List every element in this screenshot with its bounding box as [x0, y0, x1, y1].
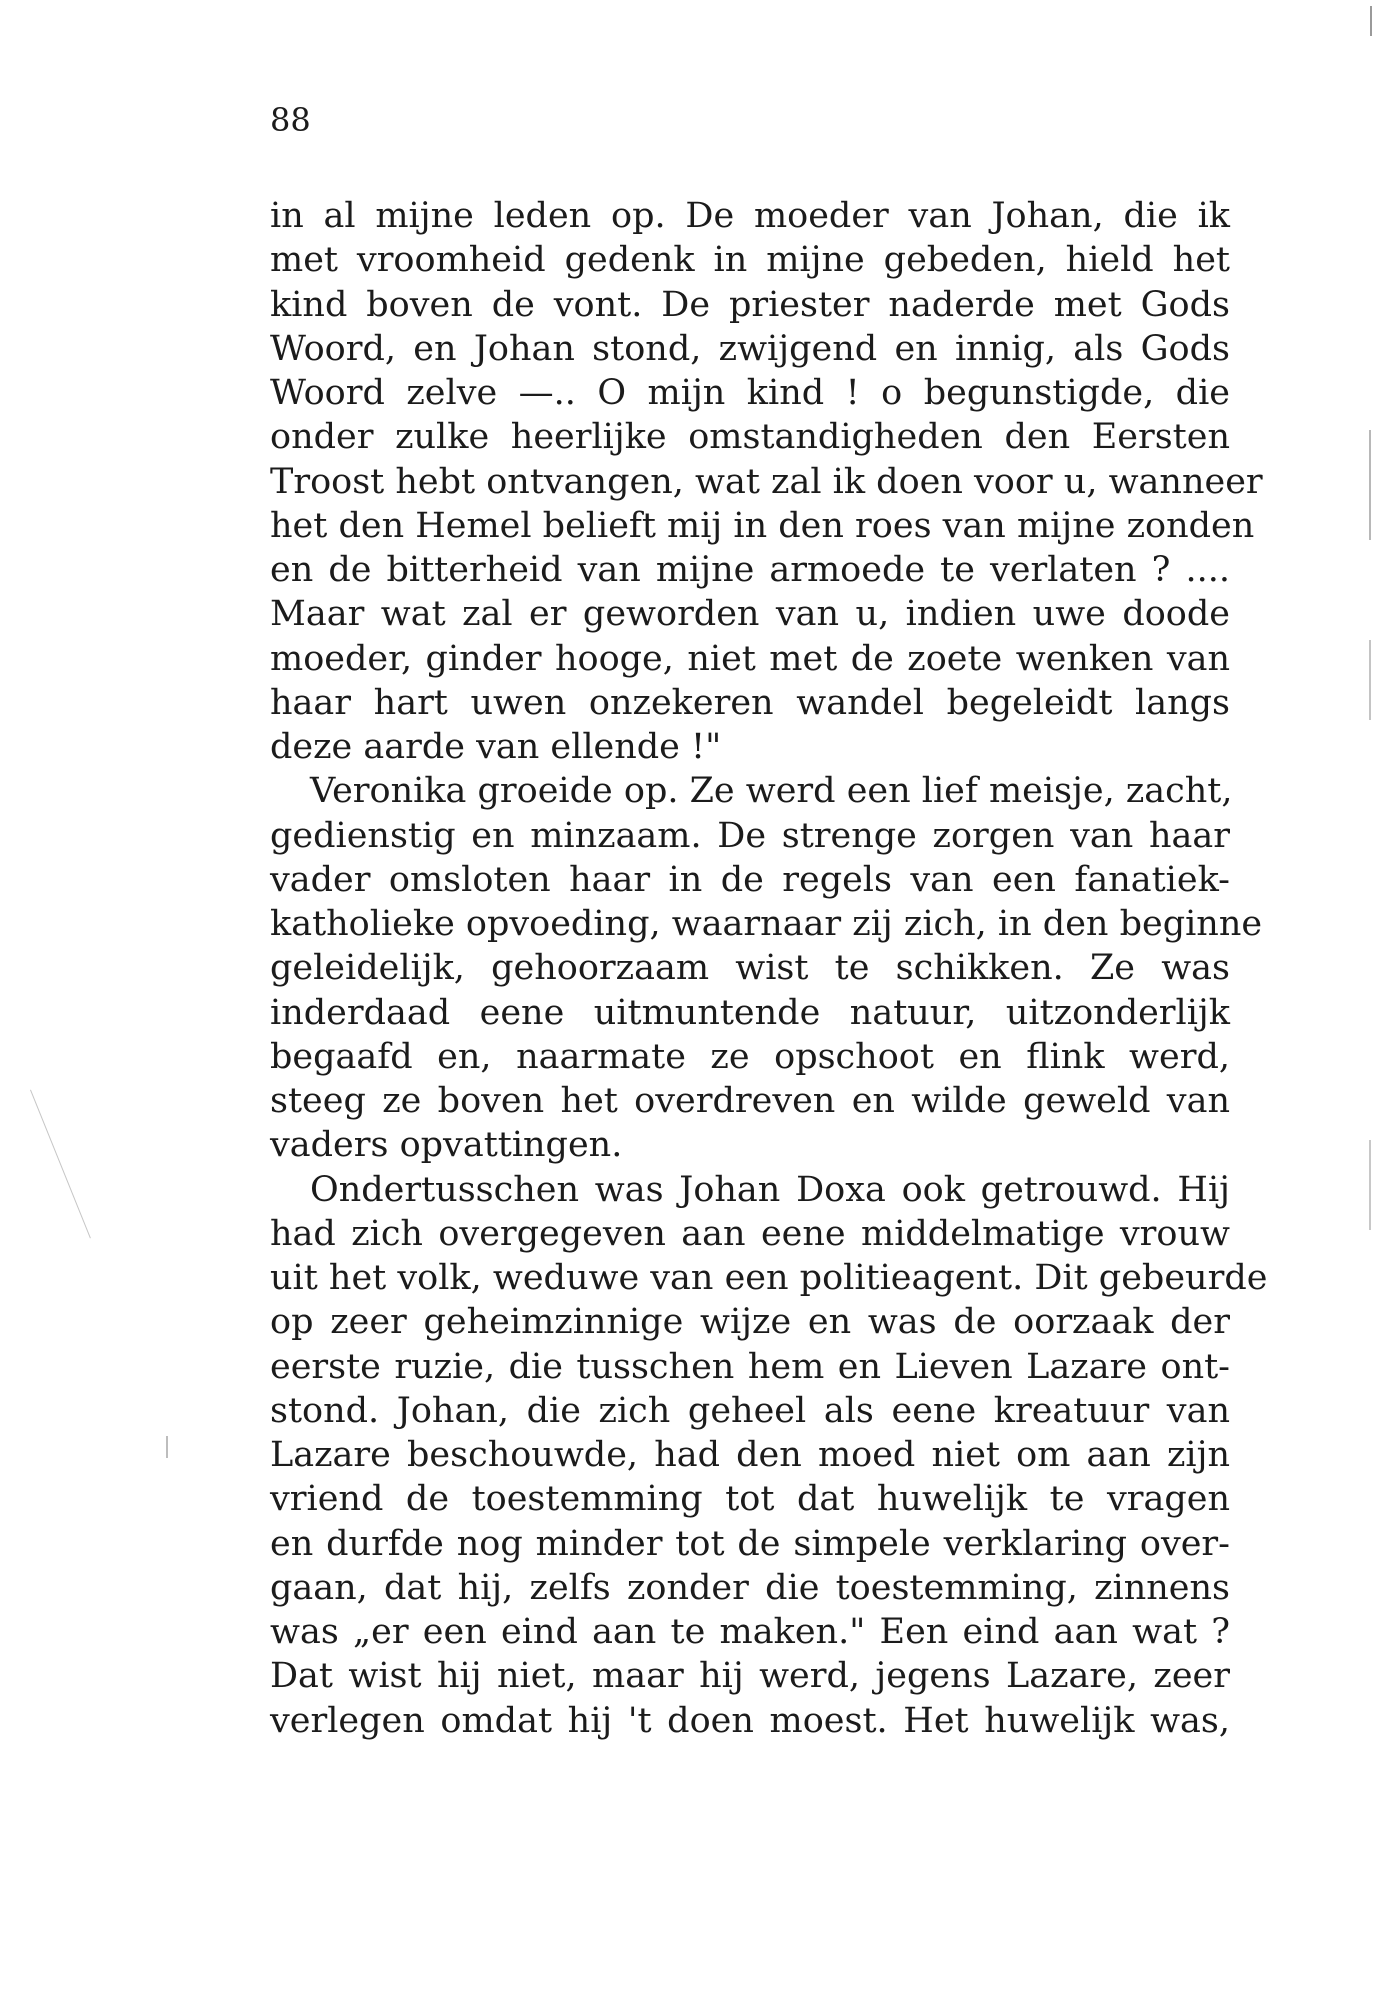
text-line: begaafd en, naarmate ze opschoot en flink werd, [270, 1036, 1230, 1077]
text-line: inderdaad eene uitmuntende natuur, uitzonderlijk [270, 992, 1230, 1033]
text-line: onder zulke heerlijke omstandigheden den Eersten [270, 417, 1230, 458]
scan-artifact [166, 1436, 168, 1458]
text-line: het den Hemel belieft mij in den roes van mijne zonden [270, 505, 1255, 546]
text-line: verlegen omdat hij 't doen moest. Het huwelijk was, [270, 1700, 1230, 1741]
text-line: vriend de toestemming tot dat huwelijk te vragen [270, 1479, 1230, 1520]
text-line: in al mijne leden op. De moeder van Johan, die ik [270, 196, 1230, 236]
text-line: gaan, dat hij, zelfs zonder die toestemming, zinnens [270, 1567, 1230, 1608]
scan-artifact [1369, 640, 1371, 720]
text-line: moeder, ginder hooge, niet met de zoete wenken van [270, 638, 1230, 679]
paragraph-2 [270, 769, 1263, 1167]
text-line: steeg ze boven het overdreven en wilde geweld van [270, 1081, 1230, 1121]
text-line: eerste ruzie, die tusschen hem en Lieven Lazare ont- [270, 1346, 1230, 1387]
scan-artifact [1370, 6, 1372, 36]
page-number: 88 [270, 101, 311, 139]
text-line: Woord, en Johan stond, zwijgend en innig, als Gods [270, 328, 1230, 369]
text-line: Lazare beschouwde, had den moed niet om aan zijn [270, 1435, 1230, 1475]
text-line: Veronika groeide op. Ze werd een lief meisje, zacht, [310, 771, 1233, 812]
text-line: op zeer geheimzinnige wijze en was de oorzaak der [270, 1302, 1230, 1343]
text-line: had zich overgegeven aan eene middelmatige vrouw [270, 1213, 1230, 1254]
scan-artifact [1369, 1140, 1371, 1230]
text-line: vader omsloten haar in de regels van een fanatiek- [270, 859, 1230, 900]
text-line: katholieke opvoeding, waarnaar zij zich, in den beginne [270, 904, 1263, 944]
text-line: Maar wat zal er geworden van u, indien uwe doode [270, 594, 1230, 635]
body-text [270, 194, 1268, 1743]
text-line: deze aarde van ellende !" [270, 727, 722, 767]
text-line: en durfde nog minder tot de simpele verklaring over- [270, 1523, 1230, 1564]
text-line: Woord zelve —.. O mijn kind ! o begunstigde, die [270, 373, 1230, 413]
paragraph-3 [270, 1168, 1268, 1743]
text-line: met vroomheid gedenk in mijne gebeden, hield het [270, 240, 1230, 281]
text-line: geleidelijk, gehoorzaam wist te schikken. Ze was [270, 948, 1230, 989]
paragraph-1 [270, 194, 1263, 769]
text-line: Dat wist hij niet, maar hij werd, jegens Lazare, zeer [270, 1656, 1230, 1697]
scan-artifact [1369, 430, 1371, 540]
text-line: was „er een eind aan te maken." Een eind aan wat ? [270, 1612, 1230, 1652]
text-line: vaders opvattingen. [270, 1125, 623, 1166]
text-line: stond. Johan, die zich geheel als eene kreatuur van [270, 1390, 1230, 1431]
text-line: Troost hebt ontvangen, wat zal ik doen voor u, wanneer [270, 461, 1263, 502]
text-line: haar hart uwen onzekeren wandel begeleidt langs [270, 682, 1230, 723]
scan-artifact [30, 1090, 91, 1239]
text-line: kind boven de vont. De priester naderde met Gods [270, 284, 1230, 325]
text-line: Ondertusschen was Johan Doxa ook getrouwd. Hij [310, 1169, 1230, 1210]
text-line: gedienstig en minzaam. De strenge zorgen van haar [270, 815, 1230, 856]
text-line: uit het volk, weduwe van een politieagent. Dit gebeurde [270, 1258, 1268, 1298]
text-line: en de bitterheid van mijne armoede te verlaten ? .... [270, 550, 1230, 590]
